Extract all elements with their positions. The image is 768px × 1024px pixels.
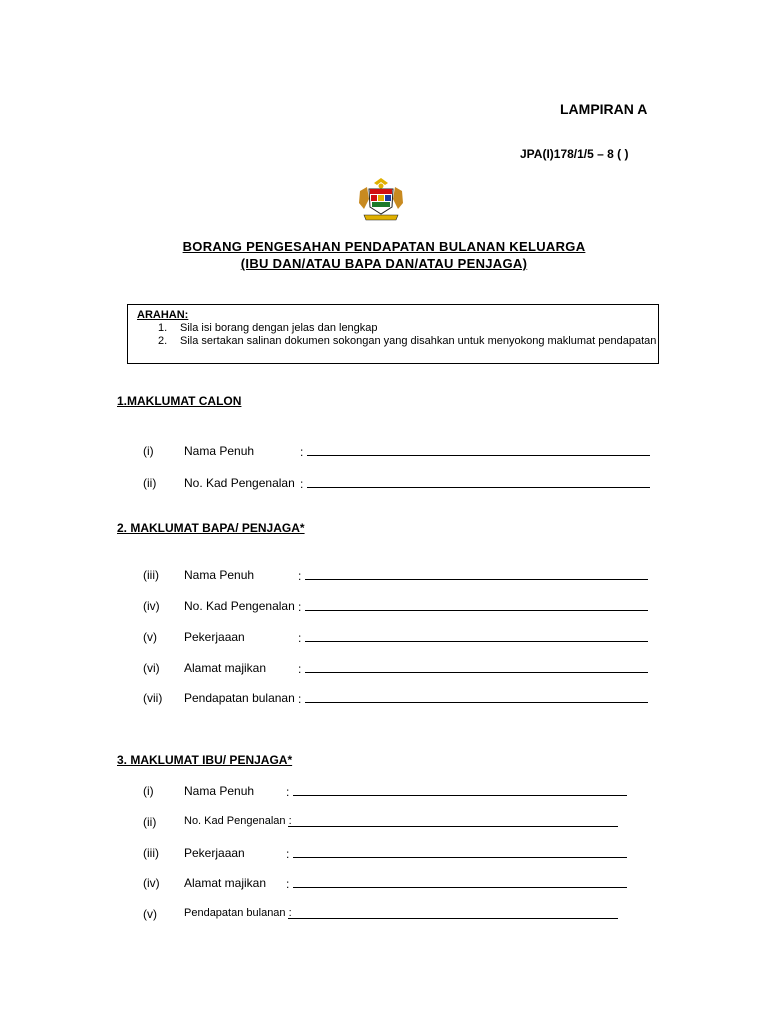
- fill-in-line[interactable]: :: [286, 876, 627, 891]
- form-row: [0, 815, 768, 831]
- row-label: Alamat majikan: [184, 661, 267, 675]
- row-number: (vii): [143, 691, 163, 705]
- instruction-item: [158, 335, 656, 347]
- instruction-number: 1.: [158, 322, 168, 334]
- fill-in-line[interactable]: :: [286, 846, 627, 861]
- form-row: [0, 630, 768, 646]
- row-label: No. Kad Pengenalan: [184, 476, 295, 490]
- section-heading-bapa: 2. MAKLUMAT BAPA/ PENJAGA*: [117, 521, 305, 535]
- fill-in-line[interactable]: :: [298, 630, 648, 645]
- row-number: (vi): [143, 661, 160, 675]
- instructions-heading: ARAHAN:: [137, 309, 189, 321]
- form-row: [0, 907, 768, 923]
- row-label: No. Kad Pengenalan :: [184, 815, 292, 827]
- row-number: (v): [143, 630, 157, 644]
- row-number: (ii): [143, 815, 157, 829]
- form-row: [0, 568, 768, 584]
- form-row: [0, 661, 768, 677]
- instruction-number: 2.: [158, 335, 168, 347]
- row-number: (iv): [143, 876, 160, 890]
- reference-number: JPA(I)178/1/5 – 8 ( ): [520, 147, 629, 161]
- form-title-line1: BORANG PENGESAHAN PENDAPATAN BULANAN KELUARGA: [182, 239, 586, 254]
- row-label: Nama Penuh: [184, 568, 255, 582]
- fill-in-line[interactable]: :: [300, 476, 650, 491]
- form-row: [0, 691, 768, 707]
- fill-in-line[interactable]: :: [286, 784, 627, 799]
- fill-in-line[interactable]: :: [298, 691, 648, 706]
- row-label: Nama Penuh: [184, 444, 255, 458]
- row-number: (iii): [143, 846, 159, 860]
- instruction-item: [158, 322, 378, 334]
- malaysia-coat-of-arms-icon: [356, 177, 406, 223]
- row-label: Pendapatan bulanan: [184, 691, 295, 705]
- row-number: (i): [143, 784, 154, 798]
- fill-in-line[interactable]: :: [298, 661, 648, 676]
- row-label: Pendapatan bulanan :: [184, 907, 292, 919]
- row-number: (iii): [143, 568, 159, 582]
- fill-in-line[interactable]: :: [298, 599, 648, 614]
- fill-in-line[interactable]: [288, 815, 618, 830]
- instructions-box: [127, 304, 659, 364]
- row-label: Pekerjaaan: [184, 630, 245, 644]
- form-row: [0, 846, 768, 862]
- fill-in-line[interactable]: :: [300, 444, 650, 459]
- form-row: [0, 476, 768, 492]
- section-heading-ibu: 3. MAKLUMAT IBU/ PENJAGA*: [117, 753, 293, 767]
- instruction-text: Sila isi borang dengan jelas dan lengkap: [180, 322, 378, 334]
- form-row: [0, 784, 768, 800]
- form-row: [0, 876, 768, 892]
- fill-in-line[interactable]: [288, 907, 618, 922]
- row-number: (ii): [143, 476, 157, 490]
- fill-in-line[interactable]: :: [298, 568, 648, 583]
- row-number: (v): [143, 907, 157, 921]
- row-number: (iv): [143, 599, 160, 613]
- form-title-line2: (IBU DAN/ATAU BAPA DAN/ATAU PENJAGA): [240, 256, 528, 271]
- row-number: (i): [143, 444, 154, 458]
- form-row: [0, 599, 768, 615]
- row-label: Nama Penuh: [184, 784, 255, 798]
- row-label: No. Kad Pengenalan: [184, 599, 295, 613]
- form-row: [0, 444, 768, 460]
- section-heading-calon: 1.MAKLUMAT CALON: [117, 394, 242, 408]
- row-label: Alamat majikan: [184, 876, 267, 890]
- row-label: Pekerjaaan: [184, 846, 245, 860]
- lampiran-label: LAMPIRAN A: [560, 101, 648, 117]
- instruction-text: Sila sertakan salinan dokumen sokongan yang disahkan untuk menyokong maklumat pendapatan: [180, 335, 657, 347]
